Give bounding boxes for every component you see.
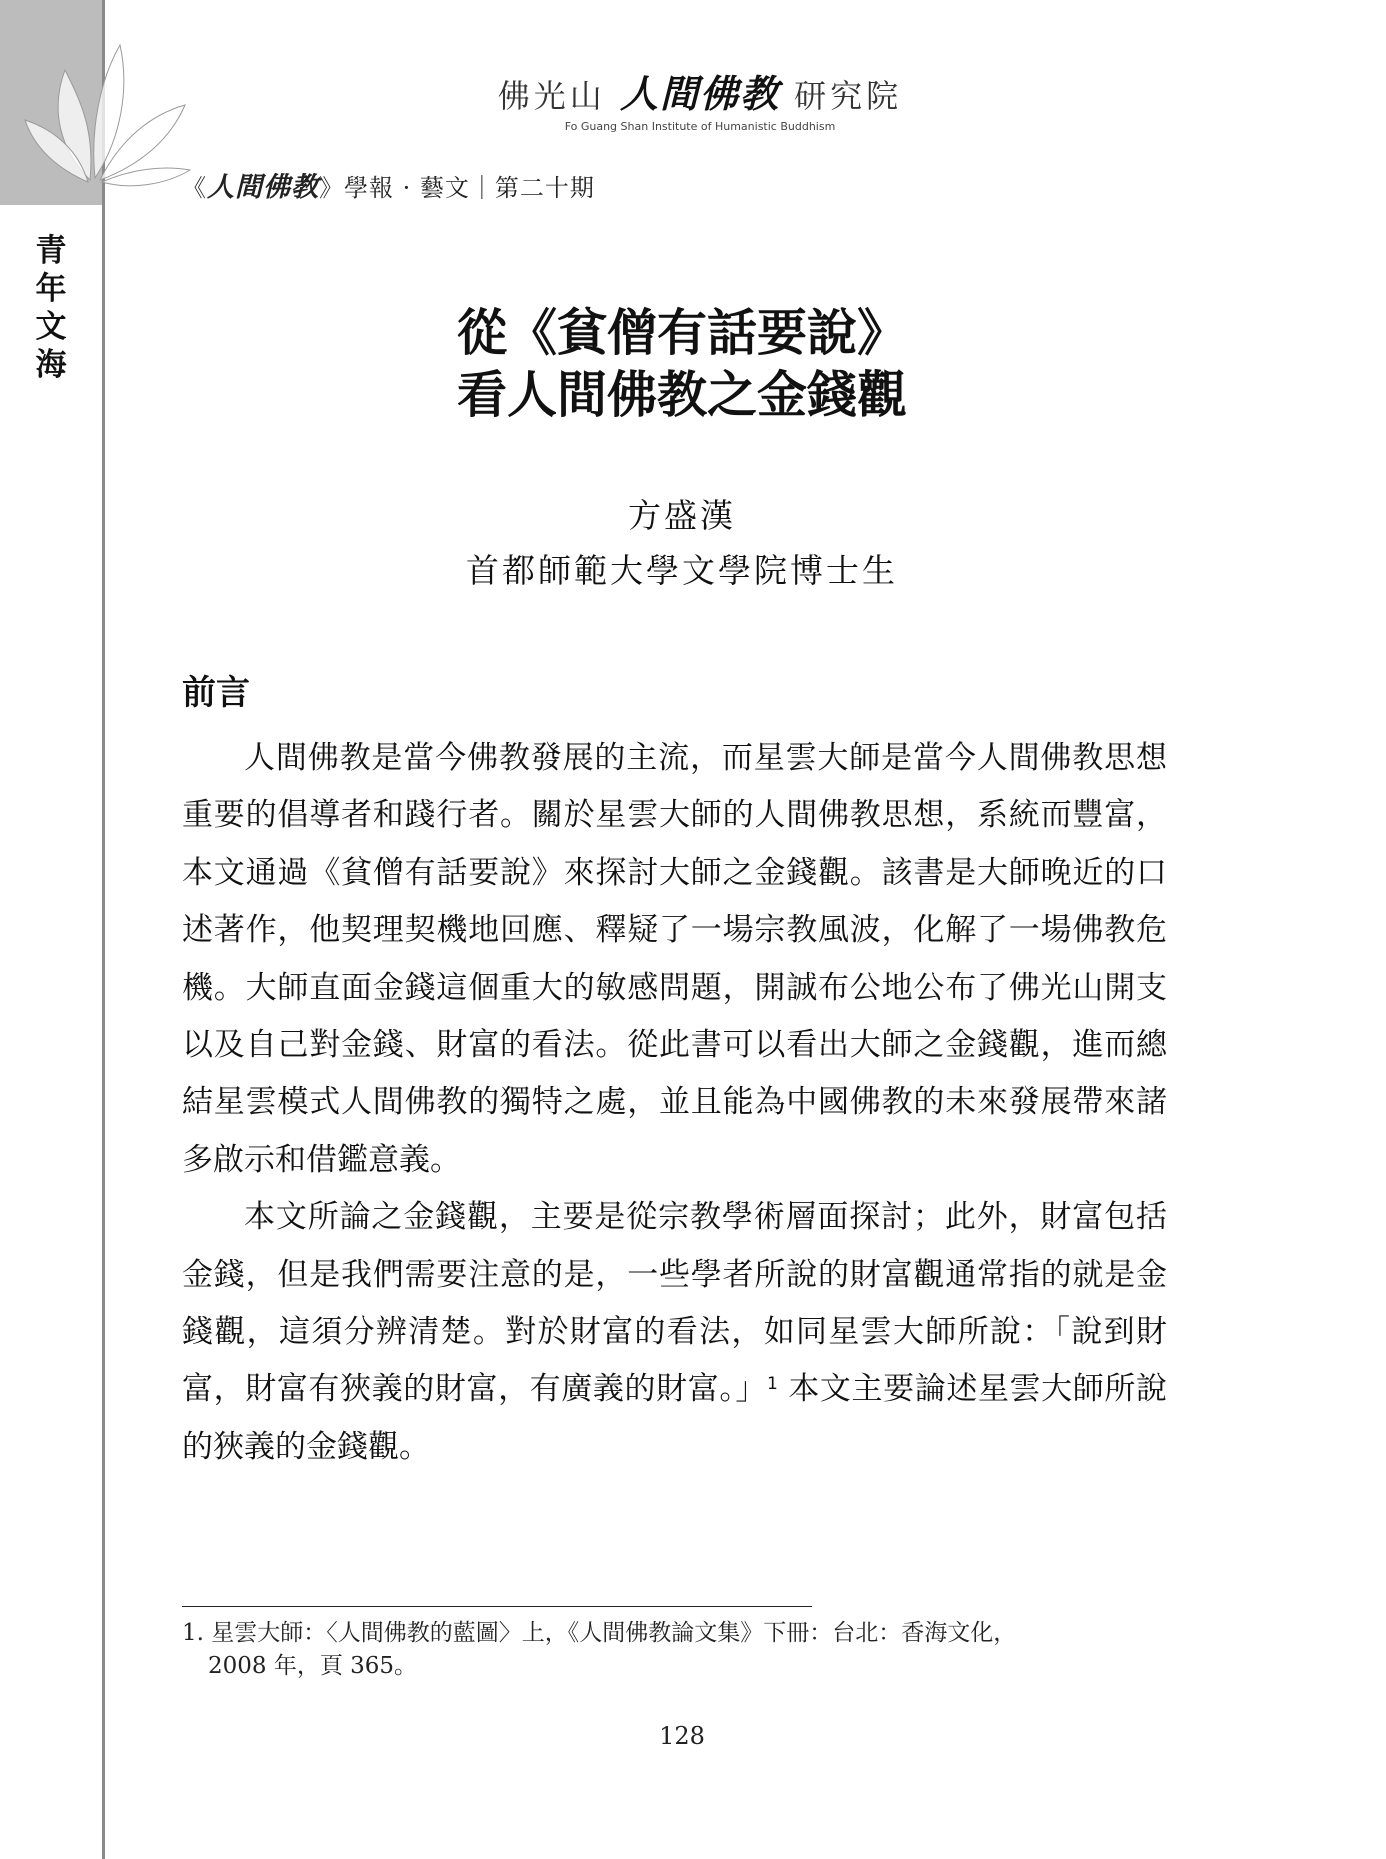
section-char: 青	[35, 233, 67, 269]
title-line-1: 從《貧僧有話要說》	[457, 303, 907, 362]
paragraph-text: 本文主要論述星雲大師所說的狹義的金錢觀。	[182, 1371, 1167, 1465]
institute-name	[490, 63, 910, 118]
footnote-line: 2008 年，頁 365。	[208, 1653, 418, 1679]
footnote-divider	[182, 1606, 812, 1607]
journal-issue: 》學報 · 藝文｜第二十期	[319, 174, 595, 202]
institute-name-en: Fo Guang Shan Institute of Humanistic Buddhism	[564, 120, 836, 133]
footnote	[182, 1617, 1167, 1683]
institute-header	[490, 63, 910, 133]
article-body	[182, 730, 1167, 1476]
left-sidebar	[0, 0, 105, 1859]
footnote-ref[interactable]: 1	[767, 1374, 778, 1395]
journal-bracket: 《	[182, 174, 207, 202]
paragraph	[182, 1189, 1167, 1476]
title-line-2: 看人間佛教之金錢觀	[457, 365, 907, 424]
institute-calligraphy: 人間佛教	[619, 71, 780, 116]
page-number: 128	[659, 1722, 705, 1750]
paragraph: 人間佛教是當今佛教發展的主流，而星雲大師是當今人間佛教思想重要的倡導者和踐行者。關於星雲大師的人間佛教思想，系統而豐富，本文通過《貧僧有話要說》來探討大師之金錢觀。該書是大師晚近的口述著作，他契理契機地回應、釋疑了一場宗教風波，化解了一場佛教危機。大師直面金錢這個重大的敏感問題，開誠布公地公布了佛光山開支以及自己對金錢、財富的看法。從此書可以看出大師之金錢觀，進而總結星雲模式人間佛教的獨特之處，並且能為中國佛教的未來發展帶來諸多啟示和借鑑意義。	[182, 740, 1167, 1178]
section-label-vertical	[0, 232, 102, 384]
section-char: 文	[35, 309, 67, 345]
footnote-line: 1. 星雲大師：〈人間佛教的藍圖〉上，《人間佛教論文集》下冊：台北：香海文化，	[182, 1620, 1017, 1646]
institute-name-left: 佛光山	[497, 77, 606, 115]
journal-running-head	[182, 165, 595, 204]
author-affiliation: 首都師範大學文學院博士生	[466, 551, 898, 590]
journal-calligraphy: 人間佛教	[207, 172, 319, 203]
lotus-flower-icon	[20, 20, 200, 200]
institute-name-right: 研究院	[794, 77, 903, 115]
author-name: 方盛漢	[628, 496, 736, 535]
section-heading: 前言	[182, 673, 250, 713]
section-char: 年	[35, 271, 67, 307]
article-title	[182, 302, 1182, 426]
section-char: 海	[35, 347, 67, 383]
paragraph-text: 本文所論之金錢觀，主要是從宗教學術層面探討；此外，財富包括金錢，但是我們需要注意的是，一些學者所說的財富觀通常指的就是金錢觀，這須分辨清楚。對於財富的看法，如同星雲大師所說：「說到財富，財富有狹義的財富，有廣義的財富。」	[182, 1199, 1167, 1408]
